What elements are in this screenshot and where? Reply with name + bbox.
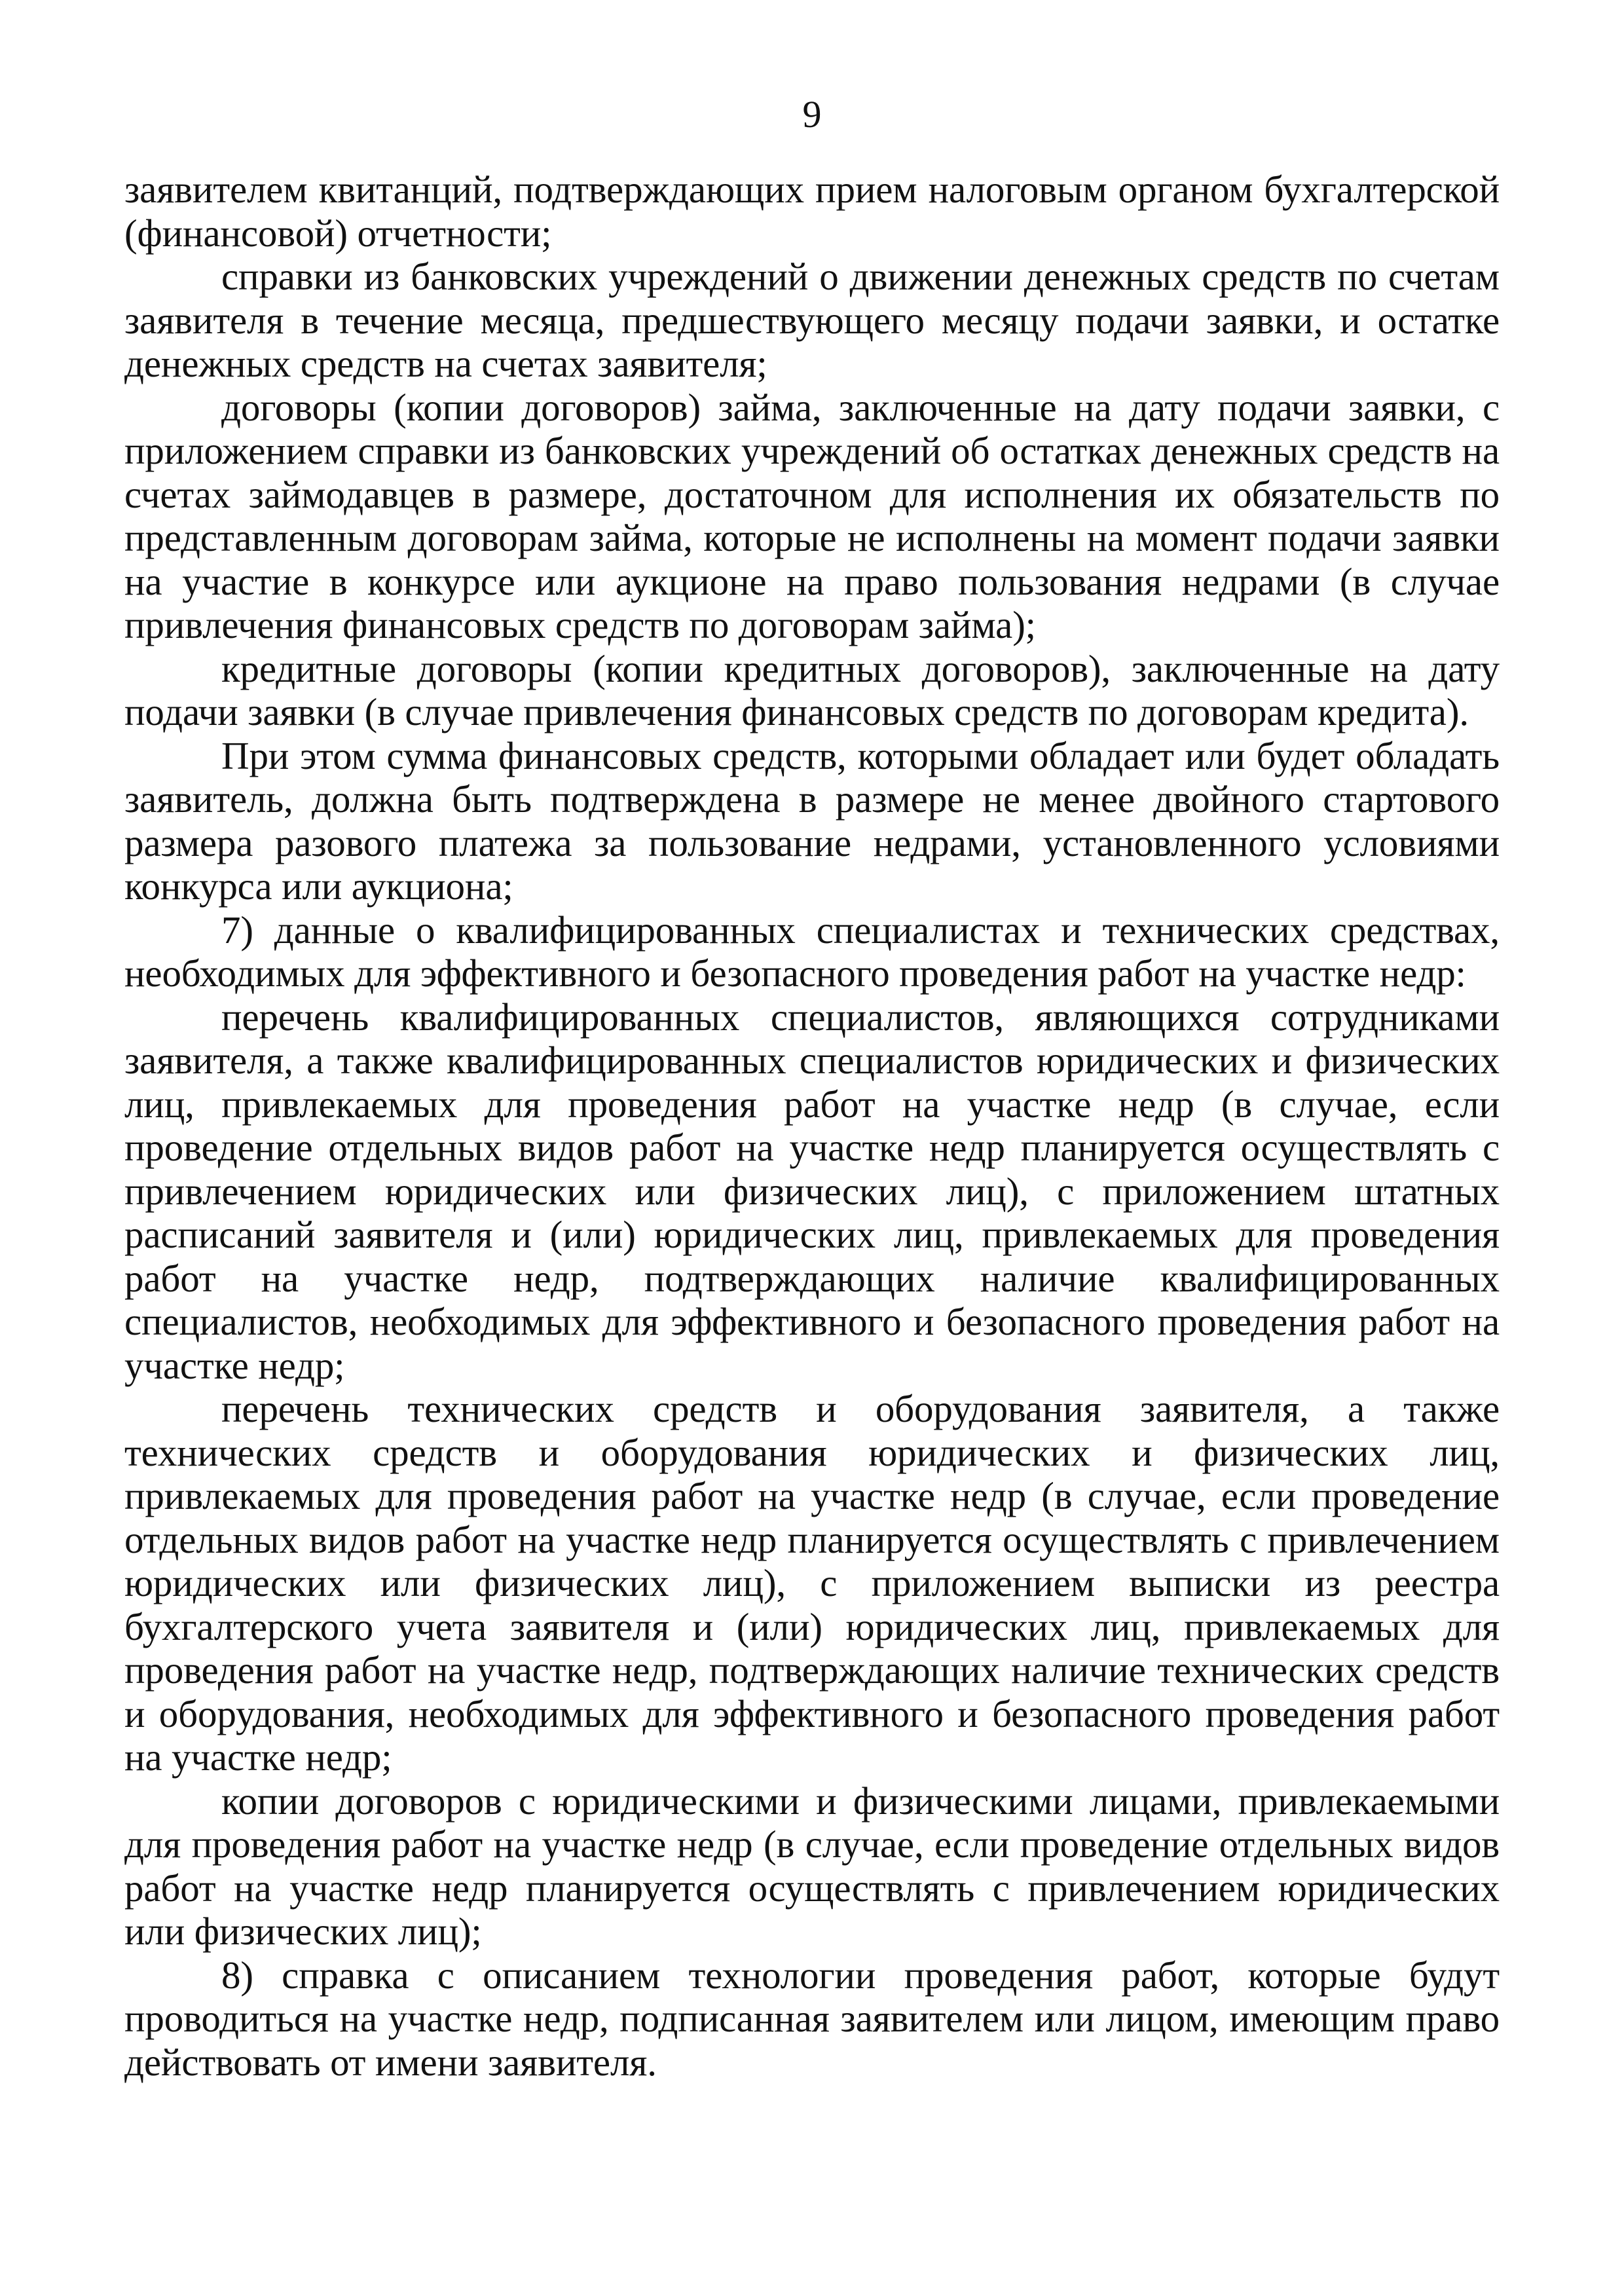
paragraph-contract-copies: копии договоров с юридическими и физическими лицами, привлекаемыми для проведения работ на участке недр (в случае, если проведение отдельных видов работ на участке недр планируется осуществлять с привлечением юридических или физических лиц); — [124, 1779, 1500, 1953]
paragraph-specialists-list: перечень квалифицированных специалистов, являющихся сотрудниками заявителя, а также квалифицированных специалистов юридических и физических лиц, привлекаемых для проведения работ на участке недр (в случае, если проведение отдельных видов работ на участке недр планируется осуществлять с привлечением юридических или физических лиц), с приложением штатных расписаний заявителя и (или) юридических лиц, привлекаемых для проведения работ на участке недр, подтверждающих наличие квалифицированных специалистов, необходимых для эффективного и безопасного проведения работ на участке недр; — [124, 995, 1500, 1387]
paragraph-item-7: 7) данные о квалифицированных специалистах и технических средствах, необходимых для эффективного и безопасного проведения работ на участке недр: — [124, 908, 1500, 995]
document-body — [124, 168, 1500, 2084]
paragraph-loan-agreements: договоры (копии договоров) займа, заключенные на дату подачи заявки, с приложением справки из банковских учреждений об остатках денежных средств на счетах займодавцев в размере, достаточном для исполнения их обязательств по представленным договорам займа, которые не исполнены на момент подачи заявки на участие в конкурсе или аукционе на право пользования недрами (в случае привлечения финансовых средств по договорам займа); — [124, 385, 1500, 646]
paragraph-item-8: 8) справка с описанием технологии проведения работ, которые будут проводиться на участке недр, подписанная заявителем или лицом, имеющим право действовать от имени заявителя. — [124, 1953, 1500, 2084]
paragraph-continuation: заявителем квитанций, подтверждающих прием налоговым органом бухгалтерской (финансовой) отчетности; — [124, 168, 1500, 255]
page-number: 9 — [802, 93, 822, 136]
paragraph-bank-statements: справки из банковских учреждений о движении денежных средств по счетам заявителя в течение месяца, предшествующего месяцу подачи заявки, и остатке денежных средств на счетах заявителя; — [124, 255, 1500, 385]
paragraph-financial-amount: При этом сумма финансовых средств, которыми обладает или будет обладать заявитель, должна быть подтверждена в размере не менее двойного стартового размера разового платежа за пользование недрами, установленного условиями конкурса или аукциона; — [124, 733, 1500, 908]
paragraph-credit-agreements: кредитные договоры (копии кредитных договоров), заключенные на дату подачи заявки (в случае привлечения финансовых средств по договорам кредита). — [124, 646, 1500, 733]
paragraph-equipment-list: перечень технических средств и оборудования заявителя, а также технических средств и оборудования юридических и физических лиц, привлекаемых для проведения работ на участке недр (в случае, если проведение отдельных видов работ на участке недр планируется осуществлять с привлечением юридических или физических лиц), с приложением выписки из реестра бухгалтерского учета заявителя и (или) юридических лиц, привлекаемых для проведения работ на участке недр, подтверждающих наличие технических средств и оборудования, необходимых для эффективного и безопасного проведения работ на участке недр; — [124, 1387, 1500, 1779]
